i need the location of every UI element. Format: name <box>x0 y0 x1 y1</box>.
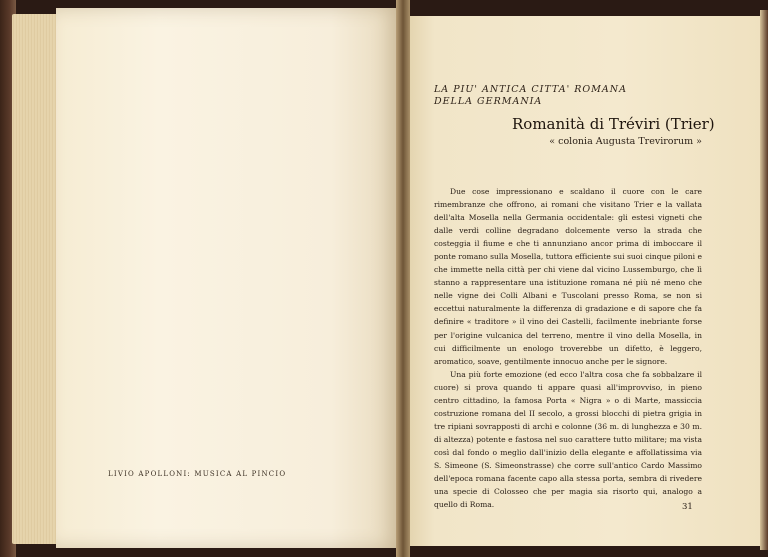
chapter-title: Romanità di Tréviri (Trier) <box>512 115 715 133</box>
chapter-subtitle: « colonia Augusta Trevirorum » <box>549 136 702 147</box>
paragraph: Una più forte emozione (ed ecco l'altra cosa che fa sobbalzare il cuore) si prova quando ti appare quasi all'improvviso, in pieno centro cittadino, la famosa Porta « Nigra » o di Marte, massiccia costruzione romana del II secolo, a grossi blocchi di pietra grigia in tre ripiani sovrapposti di archi e colonne (36 m. di lunghezza e 30 m. di altezza) potente e fastosa nel suo carattere tutto militare; ma vista così dal fondo o meglio dall'inizio della elegante e affollatissima via S. Simeone (S. Simeonstrasse) che corre sull'antico Cardo Massimo dell'epoca romana facente capo alla stessa porta, sembra di rivedere una specie di Colosseo che per magia sia risorto qui, analogo a quello di Roma. <box>434 369 702 510</box>
paragraph: Due cose impressionano e scaldano il cuore con le care rimembranze che offrono, ai romani che visitano Trier e la vallata dell'alta Mosella nella Germania occidentale: gli estesi vigneti che dalle verdi colline degradano dolcemente verso la strada che costeggia il fiume e che ti annunziano ancor prima di imboccare il ponte romano sulla Mosella, tuttora efficiente sui suoi cinque piloni e che immette nella città per chi viene dal vicino Lussemburgo, che lì stanno a rappresentare una istituzione romana né più né meno che nelle vigne dei Colli Albani e Tuscolani presso Roma, se non si eccettui naturalmente la differenza di gradazione e di sapore che fa definire « traditore » il vino dei Castelli, facilmente inebriante forse per l'origine vulcanica del terreno, mentre il vino della Mosella, in cui difficilmente un enologo troverebbe un difetto, è leggero, aromatico, soave, gentilmente innocuo anche per le signore. <box>434 187 702 366</box>
left-page <box>56 8 400 548</box>
right-page-edge <box>760 10 768 550</box>
book-gutter <box>396 0 410 557</box>
kicker-line-1: LA PIU' ANTICA CITTA' ROMANA <box>434 84 627 95</box>
running-footer: LIVIO APOLLONI: MUSICA AL PINCIO <box>108 470 287 478</box>
kicker-line-2: DELLA GERMANIA <box>434 96 543 107</box>
chapter-kicker <box>434 84 627 108</box>
page-number: 31 <box>682 502 693 512</box>
body-text <box>434 185 702 511</box>
